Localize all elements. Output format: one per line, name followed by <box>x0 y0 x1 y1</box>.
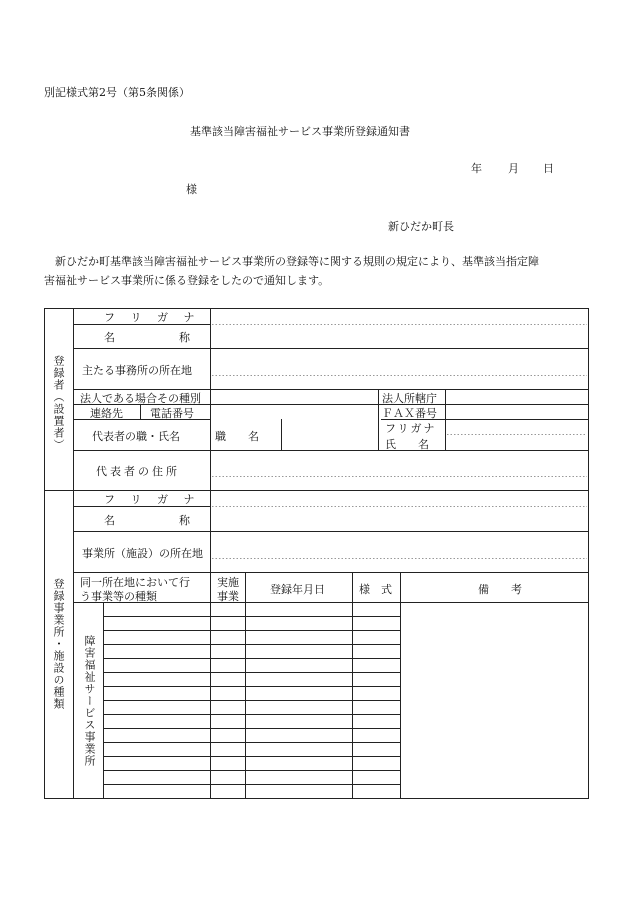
col-same-location-1: 同一所在地において行 <box>80 576 190 589</box>
service-facility-label: 障害福祉サービス事業所 <box>83 635 96 767</box>
corp-authority-label: 法人所轄庁 <box>382 392 437 405</box>
contact-label: 連絡先 <box>90 407 123 420</box>
registrant-furigana-label: フ リ ガ ナ <box>104 311 201 324</box>
col-registration-date: 登録年月日 <box>270 583 325 596</box>
fax-label: ＦＡＸ番号 <box>382 407 437 420</box>
facility-section-label: 登録事業所・施設の種類 <box>52 578 65 710</box>
main-office-label: 主たる事務所の所在地 <box>82 364 192 377</box>
date-month-label: 月 <box>508 162 519 175</box>
date-day-label: 日 <box>543 162 554 175</box>
facility-furigana-label: フ リ ガ ナ <box>104 493 201 506</box>
registrant-section-label: 登録者（設置者） <box>52 355 65 451</box>
body-text-line-1: 新ひだか町基準該当障害福祉サービス事業所の登録等に関する規則の規定により、基準該当指定障 <box>55 255 539 268</box>
date-year-label: 年 <box>471 162 482 175</box>
issuer-name: 新ひだか町長 <box>388 220 454 233</box>
document-title: 基準該当障害福祉サービス事業所登録通知書 <box>190 125 410 138</box>
col-implemented-1: 実施 <box>217 576 239 589</box>
phone-label: 電話番号 <box>150 407 194 420</box>
form-reference: 別記様式第2号（第5条関係） <box>44 86 190 99</box>
col-same-location-2: う事業等の種類 <box>80 590 157 603</box>
col-form: 様 式 <box>359 583 392 596</box>
corp-type-label: 法人である場合その種別 <box>80 392 201 405</box>
addressee-suffix: 様 <box>186 183 197 196</box>
col-implemented-2: 事業 <box>217 590 239 603</box>
col-remarks: 備 考 <box>478 583 522 596</box>
rep-post-label: 職 名 <box>215 430 259 443</box>
rep-name-label: 氏 名 <box>385 438 429 451</box>
registrant-name-label: 名 称 <box>104 331 204 344</box>
facility-location-label: 事業所（施設）の所在地 <box>82 547 203 560</box>
rep-furigana-label: フリガナ <box>385 422 437 435</box>
body-text-line-2: 害福祉サービス事業所に係る登録をしたので通知します。 <box>44 274 330 287</box>
rep-title-name-label: 代表者の職・氏名 <box>92 430 180 443</box>
rep-address-label: 代表者の住所 <box>96 465 180 478</box>
facility-name-label: 名 称 <box>104 514 204 527</box>
